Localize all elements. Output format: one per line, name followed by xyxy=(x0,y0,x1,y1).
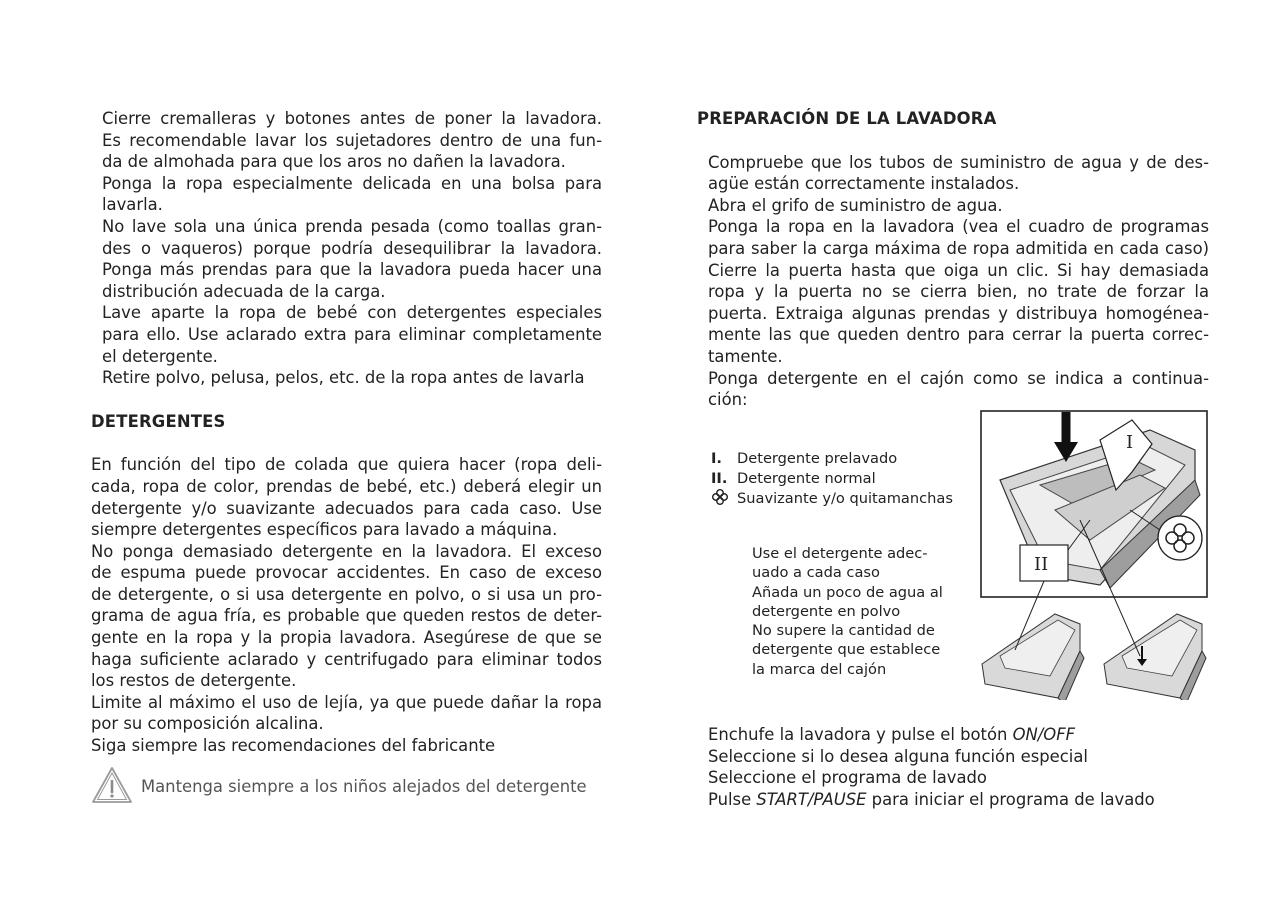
text-line: tamente. xyxy=(708,346,783,366)
warning-text: Mantenga siempre a los niños alejados del detergente xyxy=(141,777,587,796)
text-line: Cierre cremalleras y botones antes de poner la lavadora. xyxy=(102,109,602,128)
text-line: Limite al máximo el uso de lejía, ya que puede dañar la ropa xyxy=(91,692,602,712)
text-line: para ello. Use aclarado extra para eliminar completamente xyxy=(102,324,602,344)
compartment-1-label: I xyxy=(1126,432,1134,453)
dispenser-note xyxy=(752,544,951,679)
preparation-heading: PREPARACIÓN DE LA LAVADORA xyxy=(697,109,997,128)
text-line: grama de agua fría, es probable que queden restos de deter- xyxy=(91,606,602,626)
text-line: Ponga la ropa en la lavadora (vea el cuadro de programas xyxy=(708,217,1209,237)
note-line: detergente en polvo xyxy=(752,602,901,620)
text-line: haga suficiente aclarado y centrifugado para eliminar todos xyxy=(91,649,602,669)
small-drawer-right xyxy=(1104,614,1206,700)
small-drawer-left xyxy=(982,614,1084,700)
button-name: START/PAUSE xyxy=(756,789,867,809)
legend-mark: II. xyxy=(711,469,728,487)
dispenser-legend xyxy=(711,449,953,509)
text-line: cada, ropa de color, prendas de bebé, etc.) deberá elegir un xyxy=(91,476,602,496)
legend-item-softener xyxy=(711,488,953,509)
text-line: ropa y la puerta no se cierra bien, no trate de forzar la xyxy=(708,282,1209,302)
text-line: Retire polvo, pelusa, pelos, etc. de la ropa antes de lavarla xyxy=(102,368,585,388)
start-steps xyxy=(708,724,1155,810)
step-text: Enchufe la lavadora y pulse el botón xyxy=(708,725,1013,744)
warning-triangle-icon xyxy=(91,766,133,804)
step-text: Seleccione si lo desea alguna función especial xyxy=(708,746,1088,766)
text-line: Ponga más prendas para que la lavadora pueda hacer una xyxy=(102,260,602,280)
text-line: detergente y/o suavizante adecuados para cada caso. Use xyxy=(91,498,602,518)
note-line: Añada un poco de agua al xyxy=(752,583,943,601)
step-line xyxy=(708,767,1155,789)
text-line: los restos de detergente. xyxy=(91,671,297,691)
step-text: Pulse xyxy=(708,789,757,809)
text-line: Compruebe que los tubos de suministro de agua y de des- xyxy=(708,152,1209,172)
text-line: Lave aparte la ropa de bebé con detergentes especiales xyxy=(102,303,602,323)
text-line: Es recomendable lavar los sujetadores dentro de una fun- xyxy=(102,130,602,150)
compartment-2-label: II xyxy=(1034,554,1049,575)
note-line: Use el detergente adec- xyxy=(752,545,928,562)
left-column xyxy=(91,108,602,757)
note-line: uado a cada caso xyxy=(752,564,880,582)
preparation-paragraph xyxy=(697,152,1209,411)
text-line: Siga siempre las recomendaciones del fabricante xyxy=(91,736,496,756)
step-line xyxy=(708,789,1155,811)
text-line: Ponga detergente en el cajón como se indica a continua- xyxy=(708,368,1209,388)
text-line: En función del tipo de colada que quiera hacer (ropa deli- xyxy=(91,455,602,475)
text-line: No ponga demasiado detergente en la lavadora. El exceso xyxy=(91,541,602,561)
text-line: No lave sola una única prenda pesada (como toallas gran- xyxy=(102,216,602,236)
legend-text: Detergente normal xyxy=(737,469,876,487)
garment-prep-paragraph xyxy=(91,108,602,389)
step-text-after: para iniciar el programa de lavado xyxy=(866,789,1155,809)
text-line: de espuma puede provocar accidentes. En caso de exceso xyxy=(91,563,602,583)
text-line: para saber la carga máxima de ropa admitida en cada caso) xyxy=(708,238,1209,258)
detergents-heading: DETERGENTES xyxy=(91,411,226,431)
text-line: Cierre la puerta hasta que oiga un clic. Si hay demasiada xyxy=(708,260,1209,280)
text-line: da de almohada para que los aros no dañen la lavadora. xyxy=(102,152,566,172)
step-text: Seleccione el programa de lavado xyxy=(708,768,987,788)
text-line: siempre detergentes específicos para lavado a máquina. xyxy=(91,520,558,540)
right-column xyxy=(697,108,1209,411)
legend-item-prewash xyxy=(711,449,953,469)
text-line: Ponga la ropa especialmente delicada en una bolsa para xyxy=(102,173,602,193)
text-line: el detergente. xyxy=(102,346,218,366)
detergents-paragraph xyxy=(91,454,602,756)
text-line: des o vaqueros) porque podría desequilibrar la lavadora. xyxy=(102,238,602,258)
text-line: Abra el grifo de suministro de agua. xyxy=(708,195,1003,215)
legend-text: Detergente prelavado xyxy=(737,450,898,467)
text-line: gente en la ropa y la propia lavadora. Asegúrese de que se xyxy=(91,628,602,648)
legend-text: Suavizante y/o quitamanchas xyxy=(737,490,953,507)
text-line: agüe están correctamente instalados. xyxy=(708,174,1020,194)
note-line: No supere la cantidad de xyxy=(752,622,935,640)
softener-flower-icon xyxy=(711,488,737,509)
button-name: ON/OFF xyxy=(1012,725,1076,744)
text-line: ción: xyxy=(708,390,748,410)
legend-mark: I. xyxy=(711,450,722,467)
step-line xyxy=(708,746,1155,768)
note-line: detergente que establece xyxy=(752,641,941,659)
text-line: por su composición alcalina. xyxy=(91,714,324,734)
detergent-drawer-figure xyxy=(980,410,1208,700)
text-line: mente las que queden dentro para cerrar la puerta correc- xyxy=(708,325,1209,345)
text-line: distribución adecuada de la carga. xyxy=(102,281,386,301)
text-line: lavarla. xyxy=(102,195,163,215)
text-line: puerta. Extraiga algunas prendas y distribuya homogénea- xyxy=(708,303,1209,323)
note-line: la marca del cajón xyxy=(752,660,887,678)
text-line: de detergente, o si usa detergente en polvo, o si usa un pro- xyxy=(91,584,602,604)
warning-note xyxy=(91,766,603,806)
legend-item-main-wash xyxy=(711,469,953,489)
step-line xyxy=(708,724,1155,746)
